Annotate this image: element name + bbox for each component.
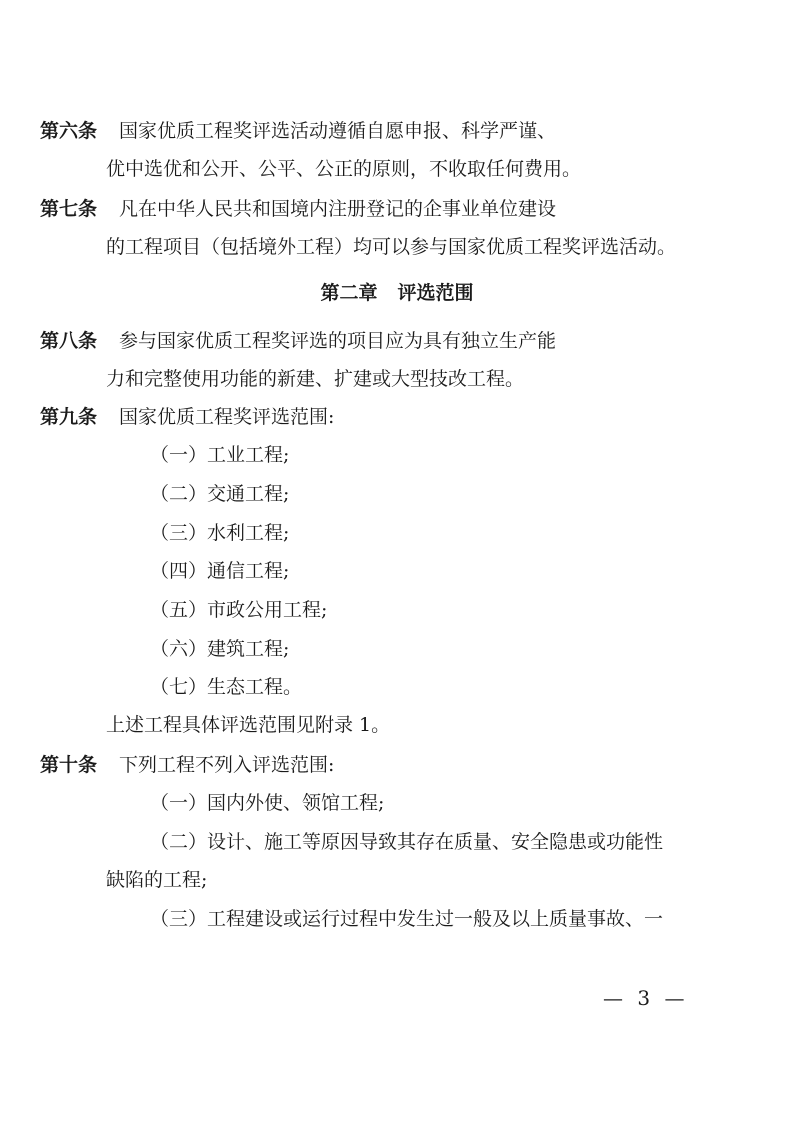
article-9-line-1 <box>0 404 334 430</box>
list-item: （三）工程建设或运行过程中发生过一般及以上质量事故、一 <box>150 908 664 930</box>
chapter-number: 第二章 <box>320 282 378 304</box>
article-7-label: 第七条 <box>40 198 98 220</box>
article-6-label: 第六条 <box>40 120 98 142</box>
article-7-line-2: 的工程项目（包括境外工程）均可以参与国家优质工程奖评选活动。 <box>106 236 677 258</box>
page-number: — 3 — <box>603 986 689 1010</box>
chapter-heading <box>0 280 794 306</box>
article-7-text: 凡在中华人民共和国境内注册登记的企事业单位建设 <box>119 198 557 220</box>
list-item: （一）工业工程; <box>150 444 290 466</box>
article-10-label: 第十条 <box>40 754 98 776</box>
list-item: （二）设计、施工等原因导致其存在质量、安全隐患或功能性 <box>150 831 664 853</box>
list-item: （七）生态工程。 <box>150 676 303 698</box>
article-6-line-1 <box>0 118 556 144</box>
list-item: （三）水利工程; <box>150 522 290 544</box>
article-9-note: 上述工程具体评选范围见附录 1。 <box>106 714 391 736</box>
article-10-text: 下列工程不列入评选范围: <box>119 754 335 776</box>
list-item: （六）建筑工程; <box>150 638 290 660</box>
article-7-line-1 <box>0 196 556 222</box>
article-9-label: 第九条 <box>40 406 98 428</box>
list-item: （二）交通工程; <box>150 483 290 505</box>
article-8-line-1 <box>0 328 556 354</box>
article-9-text: 国家优质工程奖评选范围: <box>119 406 335 428</box>
list-item-continuation: 缺陷的工程; <box>106 869 208 891</box>
chapter-title: 评选范围 <box>397 282 474 304</box>
list-item: （四）通信工程; <box>150 560 290 582</box>
article-8-line-2: 力和完整使用功能的新建、扩建或大型技改工程。 <box>106 368 525 390</box>
article-8-label: 第八条 <box>40 330 98 352</box>
list-item: （一）国内外使、领馆工程; <box>150 792 385 814</box>
article-10-line-1 <box>0 752 334 778</box>
article-8-text: 参与国家优质工程奖评选的项目应为具有独立生产能 <box>119 330 557 352</box>
list-item: （五）市政公用工程; <box>150 599 328 621</box>
article-6-text: 国家优质工程奖评选活动遵循自愿申报、科学严谨、 <box>119 120 557 142</box>
article-6-line-2: 优中选优和公开、公平、公正的原则，不收取任何费用。 <box>106 158 582 180</box>
